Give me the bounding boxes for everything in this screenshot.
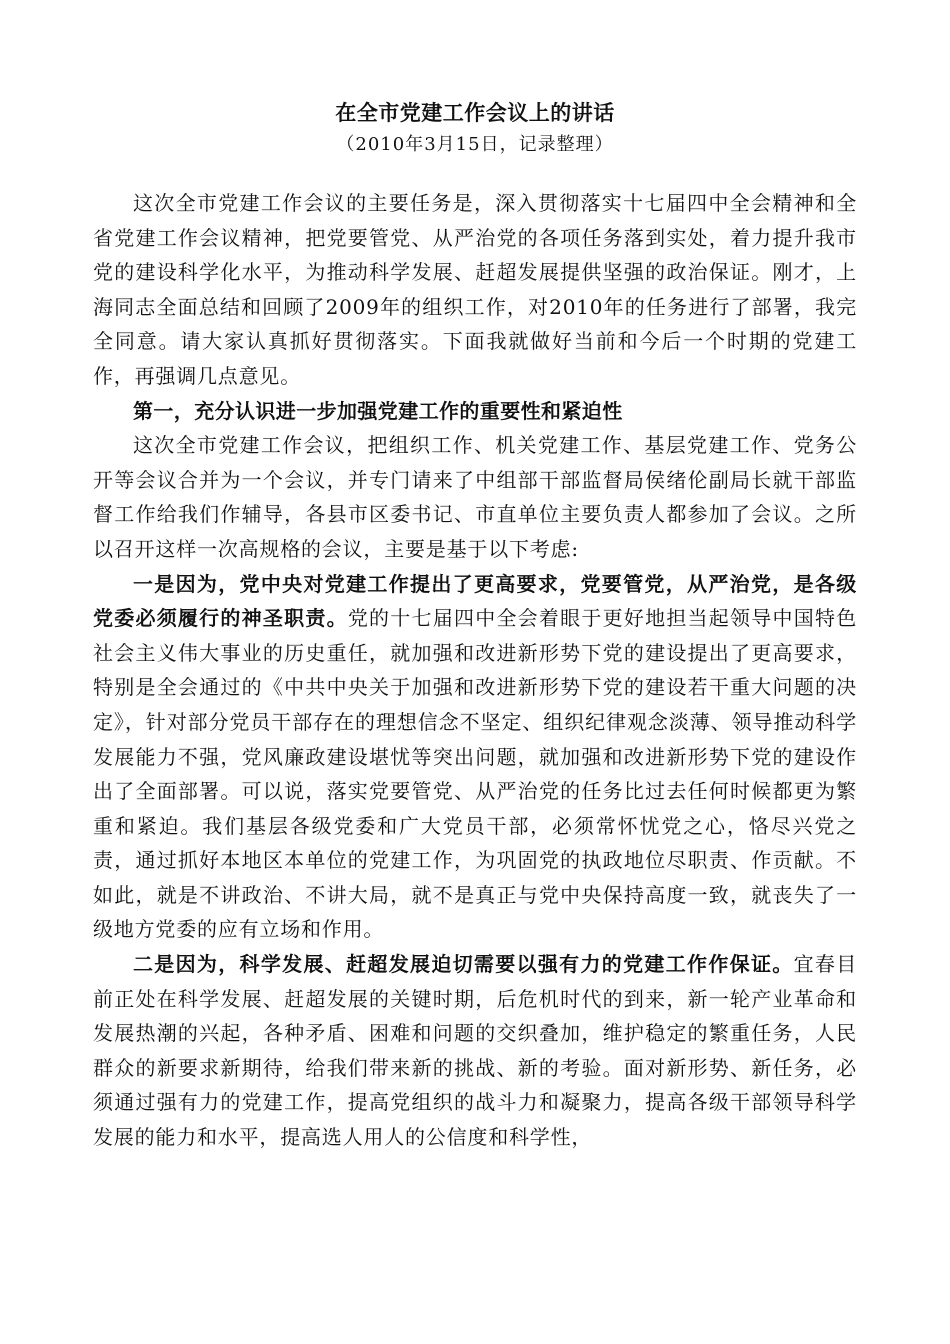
point-2-lead: 二是因为，科学发展、赶超发展迫切需要以强有力的党建工作作保证。 bbox=[133, 952, 794, 977]
intro-paragraph: 这次全市党建工作会议的主要任务是，深入贯彻落实十七届四中全会精神和全省党建工作会议精神，把党要管党、从严治党的各项任务落到实处，着力提升我市党的建设科学化水平，为推动科学发展、赶超发展提供坚强的政治保证。刚才，上海同志全面总结和回顾了2009年的组织工作，对2010年的任务进行了部署，我完全同意。请大家认真抓好贯彻落实。下面我就做好当前和今后一个时期的党建工作，再强调几点意见。 bbox=[93, 191, 857, 388]
point-1-paragraph bbox=[93, 567, 857, 948]
point-1-lead: 一是因为，党中央对党建工作提出了更高要求，党要管党，从严治党，是各级党委必须履行的神圣职责。 bbox=[93, 571, 857, 631]
point-1-body: 党的十七届四中全会着眼于更好地担当起领导中国特色社会主义伟大事业的历史重任，就加强和改进新形势下党的建设提出了更高要求，特别是全会通过的《中共中央关于加强和改进新形势下党的建设若干重大问题的决定》，针对部分党员干部存在的理想信念不坚定、组织纪律观念淡薄、领导推动科学发展能力不强，党风廉政建设堪忧等突出问题，就加强和改进新形势下党的建设作出了全面部署。可以说，落实党要管党、从严治党的任务比过去任何时候都更为繁重和紧迫。我们基层各级党委和广大党员干部，必须常怀忧党之心，恪尽兴党之责，通过抓好本地区本单位的党建工作，为巩固党的执政地位尽职责、作贡献。不如此，就是不讲政治、不讲大局，就不是真正与党中央保持高度一致，就丧失了一级地方党委的应有立场和作用。 bbox=[93, 606, 857, 942]
document-subtitle: （2010年3月15日，记录整理） bbox=[336, 134, 614, 155]
point-2-body: 宜春目前正处在科学发展、赶超发展的关键时期，后危机时代的到来，新一轮产业革命和发展热潮的兴起，各种矛盾、困难和问题的交织叠加，维护稳定的繁重任务，人民群众的新要求新期待，给我们带来新的挑战、新的考验。面对新形势、新任务，必须通过强有力的党建工作，提高党组织的战斗力和凝聚力，提高各级干部领导科学发展的能力和水平，提高选人用人的公信度和科学性， bbox=[93, 952, 857, 1150]
document-page bbox=[93, 96, 857, 1155]
section-1-heading: 第一，充分认识进一步加强党建工作的重要性和紧迫性 bbox=[133, 398, 623, 423]
point-2-paragraph bbox=[93, 947, 857, 1155]
document-title: 在全市党建工作会议上的讲话 bbox=[335, 100, 615, 125]
section-1-intro-paragraph: 这次全市党建工作会议，把组织工作、机关党建工作、基层党建工作、党务公开等会议合并为一个会议，并专门请来了中组部干部监督局侯绪伦副局长就干部监督工作给我们作辅导，各县市区委书记、市直单位主要负责人都参加了会议。之所以召开这样一次高规格的会议，主要是基于以下考虑: bbox=[93, 433, 857, 561]
